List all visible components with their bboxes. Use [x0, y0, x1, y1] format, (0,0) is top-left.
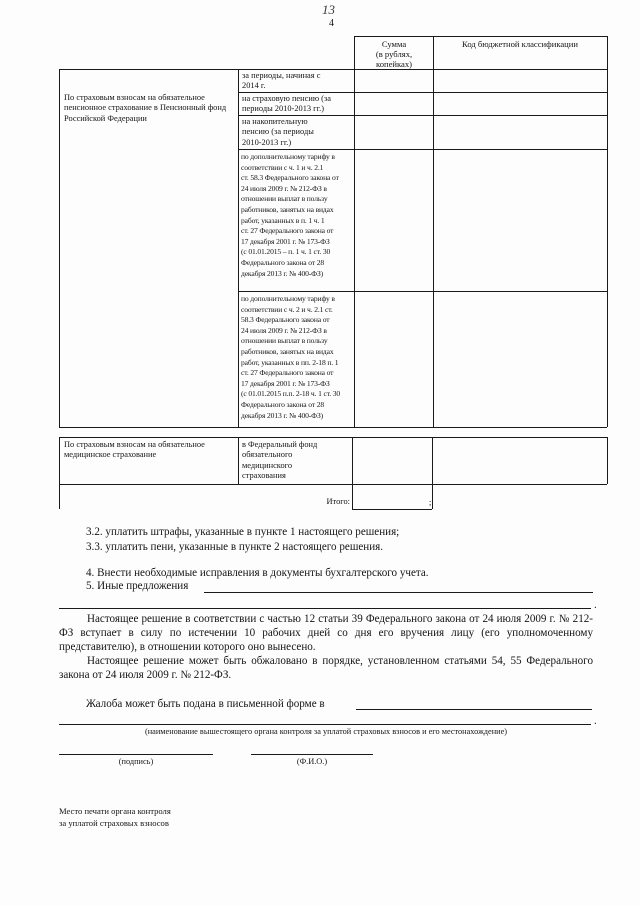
medical-row-ffoms: в Федеральный фонд обязательного медицинского страхования	[242, 440, 318, 480]
column-header-kbk: Код бюджетной классификации	[462, 39, 578, 49]
medical-group-label: По страховым взносам на обязательное медицинское страхование	[64, 440, 205, 460]
paragraph-entry-into-force: Настоящее решение в соответствии с частью 12 статьи 39 Федерального закона от 24 июля 2009 г. № 212-ФЗ вступает в силу по истечении 10 рабочих дней со дня его вручения лицу (его уполномоченному представителю), в отношении которого оно вынесено.	[59, 613, 593, 654]
stamp-place-label: Место печати органа контроля за уплатой страховых взносов	[59, 806, 171, 829]
item-other-proposals: 5. Иные предложения	[86, 580, 189, 592]
item-pay-fines: 3.2. уплатить штрафы, указанные в пункте 1 настоящего решения;	[86, 526, 400, 538]
blank-end-dot: .	[594, 599, 597, 611]
item-accounting-corrections: 4. Внести необходимые исправления в документы бухгалтерского учета.	[86, 567, 429, 579]
signature-line	[59, 754, 213, 755]
pension-row-funded-part: на накопительную пенсию (за периоды 2010-2013 гг.)	[242, 117, 314, 147]
complaint-label: Жалоба может быть подана в письменной форме в	[86, 698, 325, 710]
complaint-blank-2	[59, 724, 591, 725]
item-pay-penalties: 3.3. уплатить пени, указанные в пункте 2 настоящего решения.	[86, 541, 384, 553]
handwritten-page-mark: 13	[322, 2, 335, 17]
total-label: Итого:	[326, 497, 350, 506]
other-proposals-blank-2	[59, 608, 591, 609]
pension-row-insurance-part: на страховую пенсию (за периоды 2010-2013 гг.)	[242, 94, 331, 114]
pension-row-additional-tariff-1: по дополнительному тарифу в соответствии с ч. 1 и ч. 2.1 ст. 58.3 Федерального закона от 24 июля 2009 г. № 212-ФЗ в отношении выплат в пользу работников, занятых на видах работ, указанных в п. 1 ч. 1 ст. 27 Федерального закона от 17 декабря 2001 г. № 173-ФЗ (с 01.01.2015 – п. 1 ч. 1 ст. 30 Федерального закона от 28 декабря 2013 г. № 400-ФЗ)	[241, 152, 339, 278]
pension-row-additional-tariff-2: по дополнительному тарифу в соответствии с ч. 2 и ч. 2.1 ст. 58.3 Федерального закона от 24 июля 2009 г. № 212-ФЗ в отношении выплат в пользу работников, занятых на видах работ, указанных в пп. 2-18 п. 1 ст. 27 Федерального закона от 17 декабря 2001 г. № 173-ФЗ (с 01.01.2015 п.п. 2-18 ч. 1 ст. 30 Федерального закона от 28 декабря 2013 г. № 400-ФЗ)	[241, 294, 341, 420]
complaint-end-dot: .	[594, 715, 597, 727]
higher-body-caption: (наименование вышестоящего органа контроля за уплатой страховых взносов и его местонахождение)	[144, 727, 508, 736]
page-number: 4	[329, 18, 334, 29]
total-end-mark: ;	[429, 498, 432, 507]
other-proposals-blank	[204, 592, 593, 593]
column-header-sum: Сумма (в рублях, копейках)	[375, 39, 413, 70]
fio-caption: (Ф.И.О.)	[296, 757, 328, 766]
pension-group-label: По страховым взносам на обязательное пенсионное страхование в Пенсионный фонд Российской Федерации	[64, 93, 227, 123]
pension-row-from-2014: за периоды, начиная с 2014 г.	[242, 71, 321, 91]
complaint-blank	[356, 709, 592, 710]
fio-line	[251, 754, 373, 755]
paragraph-appeal: Настоящее решение может быть обжаловано в порядке, установленном статьями 54, 55 Федерального закона от 24 июля 2009 г. № 212-ФЗ.	[59, 655, 593, 682]
signature-caption: (подпись)	[118, 757, 154, 766]
